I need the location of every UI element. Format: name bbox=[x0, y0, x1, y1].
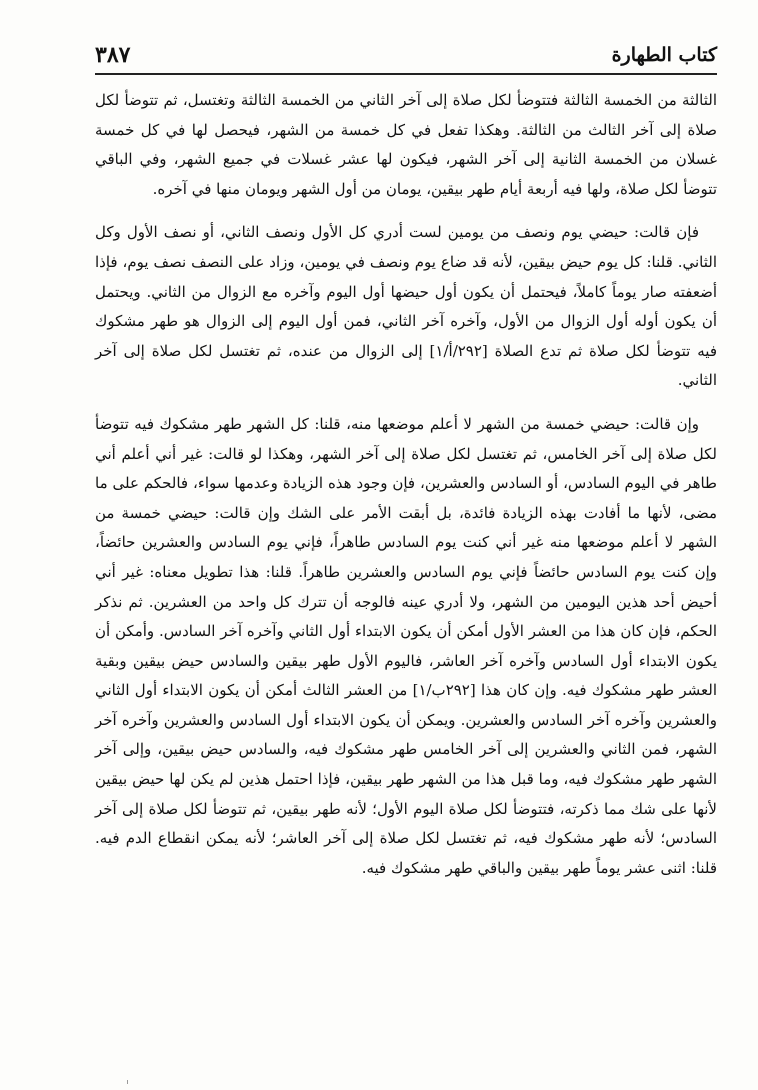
scan-mark bbox=[127, 1080, 128, 1084]
paragraph: الثالثة من الخمسة الثالثة فتتوضأ لكل صلاة إلى آخر الثاني من الخمسة الثالثة وتغتسل، ثم تتوضأ لكل صلاة إلى آخر الثالث من الثالثة. وهكذا تفعل في كل خمسة من الشهر، فيحصل لها في كل خمسة غسلان من الخمسة الثانية إلى آخر الشهر، فيكون لها عشر غسلات في جميع الشهر، وفي الباقي تتوضأ لكل صلاة، ولها فيه أربعة أيام طهر بيقين، يومان من أول الشهر ويومان منها في آخره. bbox=[95, 91, 717, 198]
chapter-title: كتاب الطهارة bbox=[611, 44, 717, 66]
header-divider bbox=[95, 73, 717, 75]
page-header bbox=[95, 30, 717, 70]
paragraph: فإن قالت: حيضي يوم ونصف من يومين لست أدري كل الأول ونصف الثاني، أو نصف الأول وكل الثاني. قلنا: كل يوم حيض بيقين، لأنه قد ضاع يوم ونصف في يومين، وزاد على النصف نصف يوم، فإذا أضعفته صار يوماً كاملاً، فيحتمل أن يكون أول حيضها أول اليوم وآخره مع الزوال من الثاني. ويحتمل أن يكون أوله أول الزوال من الأول، وآخره آخر الثاني، فمن أول اليوم إلى الزوال هو طهر مشكوك فيه تتوضأ لكل صلاة ثم تدع الصلاة [٢٩٢/أ/١] إلى الزوال من عنده، ثم تغتسل لكل صلاة إلى آخر الثاني. bbox=[95, 223, 717, 390]
paragraph: وإن قالت: حيضي خمسة من الشهر لا أعلم موضعها منه، قلنا: كل الشهر طهر مشكوك فيه تتوضأ لكل صلاة إلى آخر الخامس، ثم تغتسل لكل صلاة إلى آخر الشهر، وهكذا لو قالت: غير أني أعلم أني طاهر في اليوم السادس، أو السادس والعشرين، فإن وجود هذه الزيادة وعدمها سواء، فالحكم على ما مضى، لأنها ما أفادت بهذه الزيادة فائدة، بل أبقت الأمر على الشك وإن قالت: حيضي خمسة من الشهر لا أعلم موضعها منه غير أني كنت يوم السادس طاهراً، فإني يوم السادس والعشرين حائضاً، وإن كنت يوم السادس حائضاً فإني يوم السادس والعشرين طاهراً. قلنا: هذا تطويل معناه: غير أني أحيض أحد هذين اليومين من الشهر، ولا أدري عينه فالوجه أن تترك كل واحد من العشرين. ثم نذكر الحكم، فإن كان هذا من العشر الأول أمكن أن يكون الابتداء أول الثاني وآخره آخر السادس. وأمكن أن يكون الابتداء أول السادس وآخره آخر العاشر، فاليوم الأول طهر بيقين والسادس حيض بيقين وبقية العشر طهر مشكوك فيه. وإن كان هذا [٢٩٢ب/١] من العشر الثالث أمكن أن يكون الابتداء أول الثاني والعشرين وآخره آخر السادس والعشرين. ويمكن أن يكون الابتداء أول السادس والعشرين وآخره آخر الشهر، فمن الثاني والعشرين إلى آخر الخامس طهر مشكوك فيه، والسادس حيض بيقين، وإلى آخر الشهر طهر مشكوك فيه، وما قبل هذا من الشهر طهر بيقين، فإذا احتمل هذين لم يكن لها حيض بيقين لأنها على شك مما ذكرته، فتتوضأ لكل صلاة اليوم الأول؛ لأنه طهر بيقين، ثم تتوضأ لكل صلاة إلى آخر السادس؛ لأنه طهر مشكوك فيه، ثم تغتسل لكل صلاة إلى آخر العاشر؛ لأنه يمكن انقطاع الدم فيه. قلنا: اثنى عشر يوماً طهر بيقين والباقي طهر مشكوك فيه. bbox=[95, 414, 717, 877]
page-body bbox=[95, 86, 717, 883]
page-number: ٣٨٧ bbox=[95, 42, 131, 68]
